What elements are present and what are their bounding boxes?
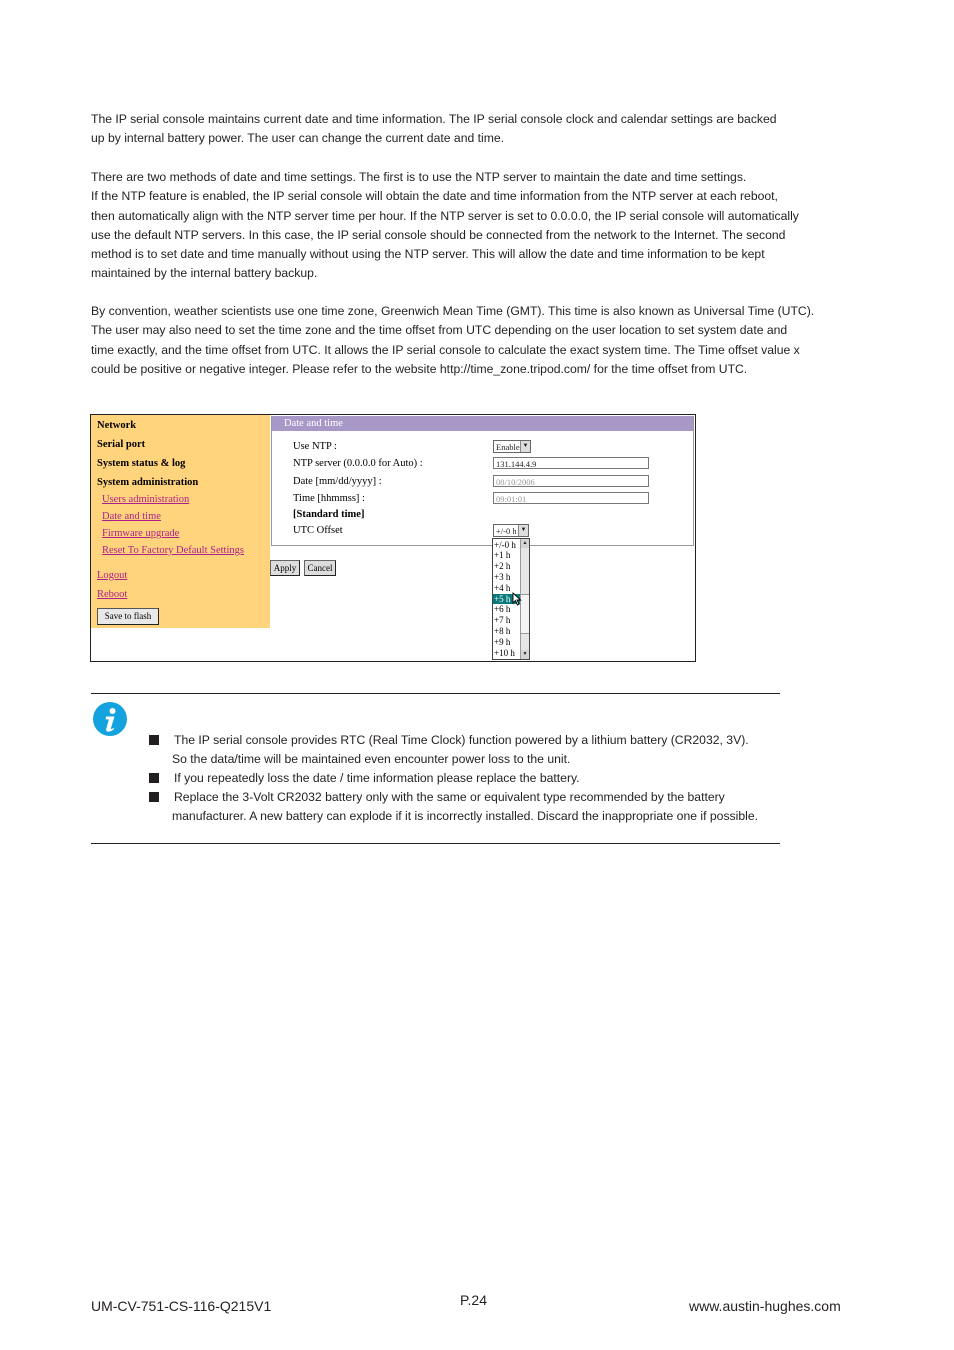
text-line: By convention, weather scientists use one time zone, Greenwich Mean Time (GMT). This time is also known as Universal Time (UTC). bbox=[91, 304, 815, 318]
scroll-up-icon[interactable]: ▲ bbox=[522, 541, 528, 546]
footer-page-number: P.24 bbox=[460, 1292, 487, 1308]
note-text: If you repeatedly loss the date / time information please replace the battery. bbox=[174, 771, 580, 785]
date-label: Date [mm/dd/yyyy] : bbox=[293, 476, 382, 487]
methods-paragraph bbox=[91, 168, 851, 284]
text-line: up by internal battery power. The user can change the current date and time. bbox=[91, 131, 505, 146]
dropdown-option[interactable]: +7 h bbox=[494, 615, 511, 626]
utc-offset-label: UTC Offset bbox=[293, 525, 343, 536]
note-top-rule bbox=[91, 693, 780, 694]
sidebar-link-users-admin[interactable]: Users administration bbox=[102, 494, 190, 505]
sidebar-item-system-status[interactable]: System status & log bbox=[97, 458, 186, 469]
text-line: then automatically align with the NTP server time per hour. If the NTP server is set to 0.0.0.0, the IP serial console will automatically bbox=[91, 208, 799, 223]
time-input[interactable]: 09:01:01 bbox=[493, 492, 649, 504]
dropdown-option[interactable]: +1 h bbox=[494, 550, 511, 561]
text-line: maintained by the internal battery backup. bbox=[91, 266, 318, 281]
utc-offset-value: +/-0 h bbox=[496, 526, 517, 536]
use-ntp-select[interactable] bbox=[493, 440, 531, 453]
note-text: manufacturer. A new battery can explode if it is incorrectly installed. Discard the inappropriate one if possible. bbox=[172, 809, 758, 823]
bullet-square bbox=[149, 735, 159, 745]
footer-website: www.austin-hughes.com bbox=[689, 1298, 841, 1314]
note-text: So the data/time will be maintained even encounter power loss to the unit. bbox=[172, 752, 571, 766]
panel-title: Date and time bbox=[272, 416, 693, 431]
bullet-square bbox=[149, 773, 159, 783]
dropdown-option[interactable]: +3 h bbox=[494, 571, 511, 582]
text-line: time exactly, and the time offset from UTC. It allows the IP serial console to calculate the exact system time. The Time offset value x bbox=[91, 342, 800, 357]
text-line: method is to set date and time manually without using the NTP server. This will allow the date and time information to be kept bbox=[91, 247, 765, 262]
scroll-thumb[interactable] bbox=[521, 594, 529, 634]
utc-offset-select[interactable] bbox=[493, 524, 529, 537]
dropdown-option[interactable]: +2 h bbox=[494, 561, 511, 572]
sidebar-item-serial-port[interactable]: Serial port bbox=[97, 439, 146, 450]
info-icon bbox=[93, 702, 127, 736]
sidebar-menu bbox=[91, 415, 270, 628]
dropdown-option-selected[interactable]: +5 h bbox=[493, 594, 521, 605]
sidebar-link-reset[interactable]: Reset To Factory Default Settings bbox=[102, 545, 244, 556]
sidebar-item-system-admin[interactable]: System administration bbox=[97, 477, 199, 488]
text-line: If the NTP feature is enabled, the IP serial console will obtain the date and time information from the NTP server at each reboot, bbox=[91, 189, 778, 204]
standard-time-heading: [Standard time] bbox=[293, 509, 365, 520]
save-to-flash-button[interactable]: Save to flash bbox=[97, 608, 159, 625]
text-line: use the default NTP servers. In this case, the IP serial console should be connected from the network to the Internet. The second bbox=[91, 227, 786, 242]
chevron-down-icon: ▼ bbox=[520, 441, 530, 452]
sidebar-link-firmware[interactable]: Firmware upgrade bbox=[102, 528, 180, 539]
sidebar-item-network[interactable]: Network bbox=[97, 420, 137, 431]
intro-paragraph bbox=[91, 110, 851, 149]
dropdown-option[interactable]: +4 h bbox=[494, 582, 511, 593]
sidebar-link-reboot[interactable]: Reboot bbox=[97, 589, 128, 600]
footer-doc-id: UM-CV-751-CS-116-Q215V1 bbox=[91, 1298, 272, 1314]
dropdown-option[interactable]: +8 h bbox=[494, 625, 511, 636]
utc-offset-dropdown-list[interactable] bbox=[492, 538, 530, 660]
ntp-server-label: NTP server (0.0.0.0 for Auto) : bbox=[293, 458, 423, 469]
date-time-screenshot bbox=[90, 414, 696, 662]
dropdown-option[interactable]: +/-0 h bbox=[494, 539, 516, 550]
ntp-server-input[interactable]: 131.144.4.9 bbox=[493, 457, 649, 469]
text-line: There are two methods of date and time settings. The first is to use the NTP server to maintain the date and time settings. bbox=[91, 170, 747, 184]
text-line: The user may also need to set the time zone and the time offset from UTC depending on the user location to set system date and bbox=[91, 323, 788, 338]
bullet-square bbox=[149, 792, 159, 802]
dropdown-option[interactable]: +10 h bbox=[494, 647, 515, 658]
text-line: The IP serial console maintains current date and time information. The IP serial console clock and calendar settings are backed bbox=[91, 112, 777, 126]
scroll-down-icon[interactable]: ▼ bbox=[522, 652, 528, 657]
apply-button[interactable]: Apply bbox=[270, 560, 300, 576]
note-text: Replace the 3-Volt CR2032 battery only with the same or equivalent type recommended by the battery bbox=[174, 790, 725, 804]
timezone-paragraph bbox=[91, 302, 851, 379]
note-bottom-rule bbox=[91, 843, 780, 844]
dropdown-option[interactable]: +9 h bbox=[494, 636, 511, 647]
chevron-down-icon: ▼ bbox=[518, 525, 528, 536]
dropdown-option[interactable]: +6 h bbox=[494, 604, 511, 615]
use-ntp-label: Use NTP : bbox=[293, 441, 337, 452]
note-text: The IP serial console provides RTC (Real Time Clock) function powered by a lithium battery (CR2032, 3V). bbox=[174, 733, 749, 747]
sidebar-link-date-time[interactable]: Date and time bbox=[102, 511, 161, 522]
date-input[interactable]: 08/10/2006 bbox=[493, 475, 649, 487]
use-ntp-value: Enable bbox=[496, 442, 520, 452]
time-label: Time [hhmmss] : bbox=[293, 493, 365, 504]
text-line: could be positive or negative integer. Please refer to the website http://time_zone.tripod.com/ for the time offset from UTC. bbox=[91, 361, 748, 376]
sidebar-link-logout[interactable]: Logout bbox=[97, 570, 128, 581]
date-time-panel bbox=[271, 416, 694, 546]
cancel-button[interactable]: Cancel bbox=[304, 560, 336, 576]
mouse-cursor-icon bbox=[512, 592, 522, 606]
